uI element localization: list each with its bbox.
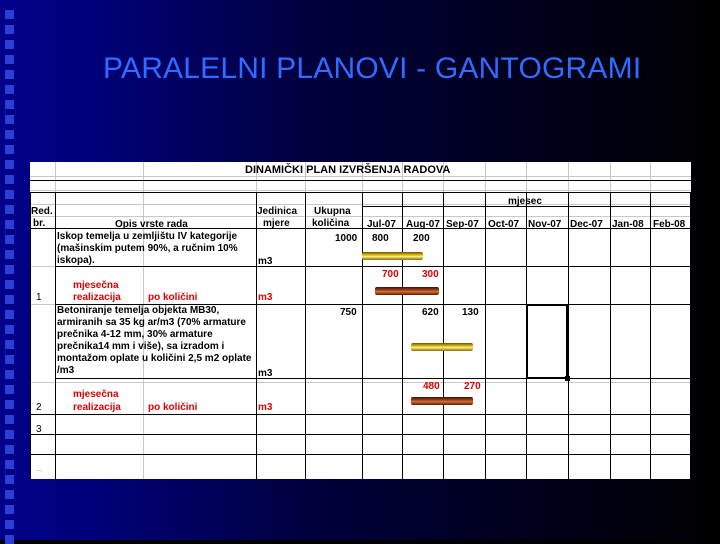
row2-realization-label: realizacija: [73, 402, 121, 413]
grid-line: [305, 192, 306, 479]
grid-line: [30, 434, 691, 435]
strip-square: [5, 250, 14, 259]
strip-square: [5, 220, 14, 229]
grid-line: [30, 204, 691, 205]
row2-realization-unit: m3: [258, 402, 273, 413]
grid-line: [55, 266, 690, 267]
row2-number: 2: [36, 402, 42, 413]
strip-square: [5, 190, 14, 199]
row2-realization-value: 480: [423, 381, 440, 392]
grid-line: [30, 414, 691, 415]
decorative-square-strip: [0, 0, 22, 540]
grid-line: [443, 192, 444, 479]
row2-month-value: 620: [422, 307, 439, 318]
grid-line: [30, 382, 691, 383]
row1-plan-bar: [362, 252, 423, 260]
row1-description-line: (mašinskim putem 90%, a ručnim 10%: [57, 243, 238, 254]
row1-realization-note: po količini: [148, 292, 198, 303]
month-header: Jul-07: [367, 219, 396, 230]
strip-square: [5, 445, 14, 454]
row1-realization-label: mjesečna: [73, 280, 119, 291]
strip-square: [5, 505, 14, 514]
row1-realization-value: 700: [382, 269, 399, 280]
header-redbr-line1: Red.: [31, 206, 53, 217]
row2-description-line: prečnika 4-12 mm, 30% armature: [57, 329, 213, 340]
row2-realization-label: mjesečna: [73, 389, 119, 400]
grid-line: [568, 192, 569, 479]
row1-unit: m3: [258, 256, 273, 267]
grid-line: [402, 192, 403, 479]
month-header: Jan-08: [612, 219, 644, 230]
month-header: Dec-07: [570, 219, 603, 230]
strip-square: [5, 205, 14, 214]
header-ukupna-line1: Ukupna: [314, 206, 351, 217]
strip-square: [5, 160, 14, 169]
strip-square: [5, 25, 14, 34]
grid-line: [690, 192, 691, 479]
grid-line: [30, 176, 691, 177]
slide-title: PARALELNI PLANOVI - GANTOGRAMI: [103, 52, 642, 85]
row2-description-line: /m3: [57, 365, 75, 376]
header-redbr-line2: br.: [33, 218, 46, 229]
strip-square: [5, 340, 14, 349]
grid-line: [55, 192, 56, 479]
strip-square: [5, 280, 14, 289]
row1-description-line: iskopa).: [57, 255, 95, 266]
month-header: Aug-07: [406, 219, 440, 230]
row2-description-line: prečnika14 mm i više), sa izradom i: [57, 341, 225, 352]
row2-unit: m3: [258, 368, 273, 379]
grid-line: [30, 192, 691, 193]
strip-square: [5, 10, 14, 19]
strip-square: [5, 430, 14, 439]
row1-realization-bar: [375, 287, 439, 295]
strip-square: [5, 385, 14, 394]
spreadsheet-table: [30, 162, 691, 479]
strip-square: [5, 295, 14, 304]
row3-number: 3: [36, 424, 42, 435]
row2-description-line: montažom oplate u količini 2,5 m2 oplate: [57, 353, 252, 364]
strip-square: [5, 175, 14, 184]
strip-square: [5, 415, 14, 424]
month-header: Nov-07: [528, 219, 562, 230]
grid-line: [610, 192, 611, 479]
row1-description-line: Iskop temelja u zemljištu IV kategorije: [57, 231, 238, 242]
month-header: Oct-07: [488, 219, 520, 230]
row2-month-value: 130: [462, 307, 479, 318]
strip-square: [5, 235, 14, 244]
grid-line: [485, 192, 486, 479]
row1-realization-unit: m3: [258, 292, 273, 303]
header-jedinica-line1: Jedinica: [257, 206, 298, 217]
strip-square: [5, 490, 14, 499]
grid-line: [30, 180, 691, 181]
grid-line: [30, 216, 691, 217]
strip-square: [5, 130, 14, 139]
header-ukupna-line2: količina: [312, 218, 350, 229]
row1-total: 1000: [335, 233, 358, 244]
row2-plan-bar: [411, 343, 473, 351]
row1-number: 1: [36, 292, 42, 303]
strip-square: [5, 400, 14, 409]
grid-line: [256, 192, 257, 479]
strip-square: [5, 460, 14, 469]
strip-square: [5, 325, 14, 334]
strip-square: [5, 265, 14, 274]
month-group-header: mjesec: [508, 196, 542, 207]
strip-square: [5, 520, 14, 529]
header-jedinica-line2: mjere: [263, 218, 290, 229]
row1-realization-value: 300: [422, 269, 439, 280]
strip-square: [5, 370, 14, 379]
strip-square: [5, 355, 14, 364]
strip-square: [5, 70, 14, 79]
row4-number: ...: [36, 466, 42, 473]
row2-realization-value: 270: [464, 381, 481, 392]
grid-line: [30, 192, 31, 479]
row2-description-line: armiranih sa 35 kg ar/m3 (70% armature: [57, 317, 246, 328]
month-header: Feb-08: [653, 219, 686, 230]
row2-description-line: Betoniranje temelja objekta MB30,: [57, 305, 220, 316]
grid-line: [30, 190, 691, 191]
strip-square: [5, 100, 14, 109]
strip-square: [5, 40, 14, 49]
strip-square: [5, 85, 14, 94]
grid-line: [30, 454, 691, 455]
grid-line: [362, 192, 363, 479]
row1-month-value: 200: [413, 233, 430, 244]
header-opis: Opis vrste rada: [115, 219, 188, 230]
month-header: Sep-07: [446, 219, 479, 230]
row2-realization-bar: [411, 397, 473, 405]
strip-square: [5, 475, 14, 484]
strip-square: [5, 55, 14, 64]
row1-month-value: 800: [372, 233, 389, 244]
strip-square: [5, 115, 14, 124]
row1-realization-label: realizacija: [73, 292, 121, 303]
strip-square: [5, 145, 14, 154]
selected-cell[interactable]: [526, 304, 568, 379]
row2-total: 750: [340, 307, 357, 318]
strip-square: [5, 310, 14, 319]
grid-line: [55, 378, 690, 379]
row2-realization-note: po količini: [148, 402, 198, 413]
grid-line: [650, 192, 651, 479]
table-heading: DINAMIČKI PLAN IZVRŠENJA RADOVA: [245, 164, 451, 176]
